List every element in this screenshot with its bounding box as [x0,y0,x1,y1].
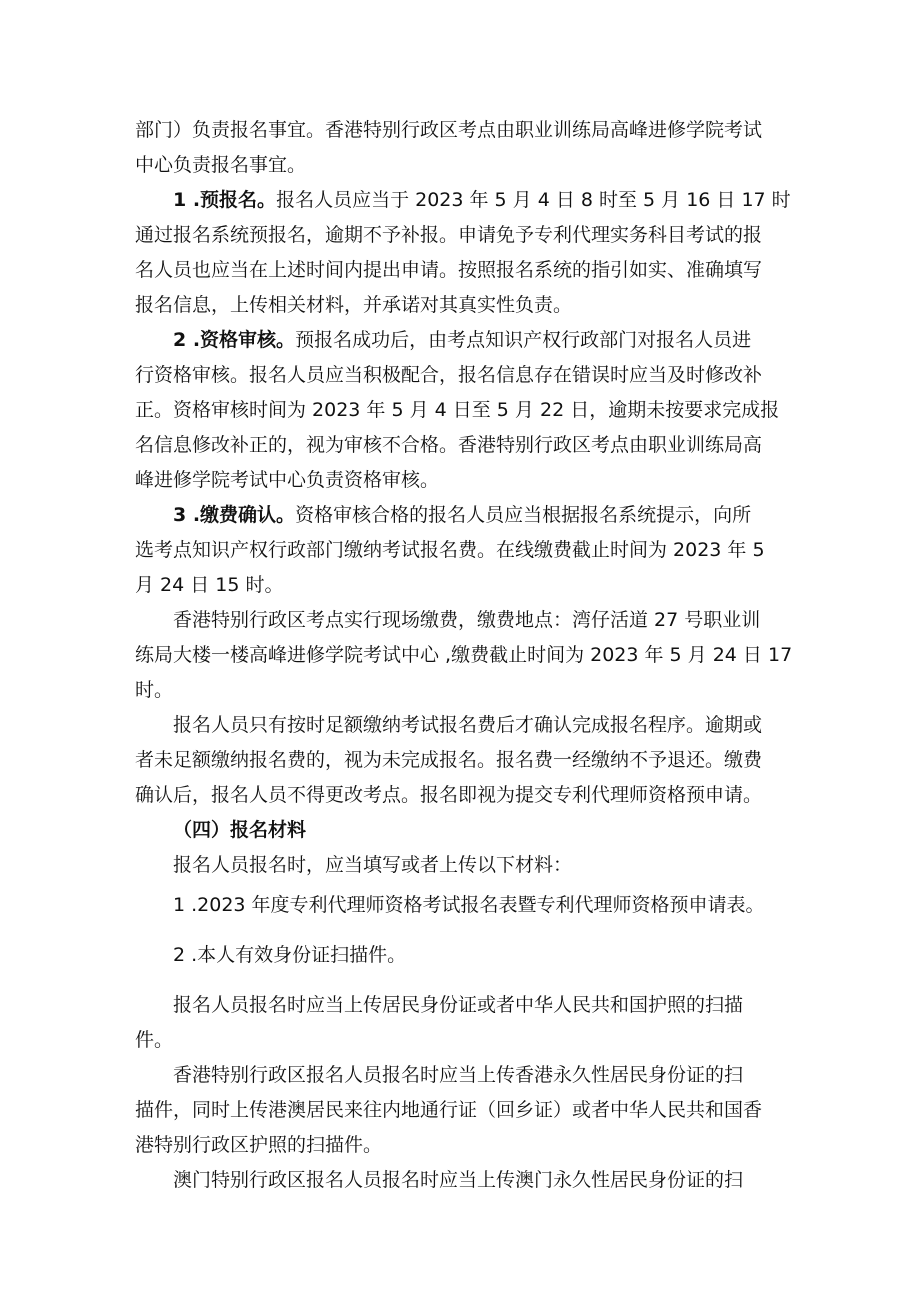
text-line: 报名人员报名时，应当填写或者上传以下材料： [173,854,573,876]
text-line: 香港特别行政区报名人员报名时应当上传香港永久性居民身份证的扫 [173,1064,744,1086]
text-line: 名信息修改补正的，视为审核不合格。香港特别行政区考点由职业训练局高 [135,434,763,456]
item-text: 资格审核合格的报名人员应当根据报名系统提示，向所 [295,504,752,526]
paragraph-first-line [173,188,791,212]
item-heading: 3 .缴费确认。 [173,504,296,526]
section-heading: （四）报名材料 [173,819,307,841]
text-line: 行资格审核。报名人员应当积极配合，报名信息存在错误时应当及时修改补 [135,364,763,386]
text-line: 者未足额缴纳报名费的，视为未完成报名。报名费一经缴纳不予退还。缴费 [135,749,763,771]
item-heading: 1 .预报名。 [173,189,277,211]
text-line: 报名人员只有按时足额缴纳考试报名费后才确认完成报名程序。逾期或 [173,714,763,736]
item-text: 预报名成功后，由考点知识产权行政部门对报名人员进 [295,329,752,351]
text-line: 香港特别行政区考点实行现场缴费，缴费地点：湾仔活道 27 号职业训 [173,609,761,631]
text-line: 描件，同时上传港澳居民来往内地通行证（回乡证）或者中华人民共和国香 [135,1099,763,1121]
text-line: 澳门特别行政区报名人员报名时应当上传澳门永久性居民身份证的扫 [173,1169,744,1191]
text-line: 港特别行政区护照的扫描件。 [135,1134,383,1156]
text-line: 峰进修学院考试中心负责资格审核。 [135,469,440,491]
item-text: 报名人员应当于 2023 年 5 月 4 日 8 时至 5 月 16 日 17 时 [276,189,791,211]
text-line: 部门）负责报名事宜。香港特别行政区考点由职业训练局高峰进修学院考试 [135,119,763,141]
list-item: 1 .2023 年度专利代理师资格考试报名表暨专利代理师资格预申请表。 [173,894,765,916]
text-line: 练局大楼一楼高峰进修学院考试中心 ,缴费截止时间为 2023 年 5 月 24 日 17 [135,644,793,666]
list-item: 2 .本人有效身份证扫描件。 [173,944,407,966]
paragraph-first-line [173,503,751,527]
text-line: 正。资格审核时间为 2023 年 5 月 4 日至 5 月 22 日，逾期未按要求完成报 [135,399,780,421]
text-line: 件。 [135,1029,174,1051]
text-line: 通过报名系统预报名，逾期不予补报。申请免予专利代理实务科目考试的报 [135,224,763,246]
text-line: 中心负责报名事宜。 [135,154,307,176]
text-line: 报名信息，上传相关材料，并承诺对其真实性负责。 [135,294,573,316]
text-line: 选考点知识产权行政部门缴纳考试报名费。在线缴费截止时间为 2023 年 5 [135,539,765,561]
text-line: 名人员也应当在上述时间内提出申请。按照报名系统的指引如实、准确填写 [135,259,763,281]
text-line: 月 24 日 15 时。 [135,574,284,596]
text-line: 报名人员报名时应当上传居民身份证或者中华人民共和国护照的扫描 [173,994,744,1016]
text-line: 确认后，报名人员不得更改考点。报名即视为提交专利代理师资格预申请。 [135,784,763,806]
paragraph-first-line [173,328,751,352]
item-heading: 2 .资格审核。 [173,329,296,351]
text-line: 时。 [135,679,174,701]
